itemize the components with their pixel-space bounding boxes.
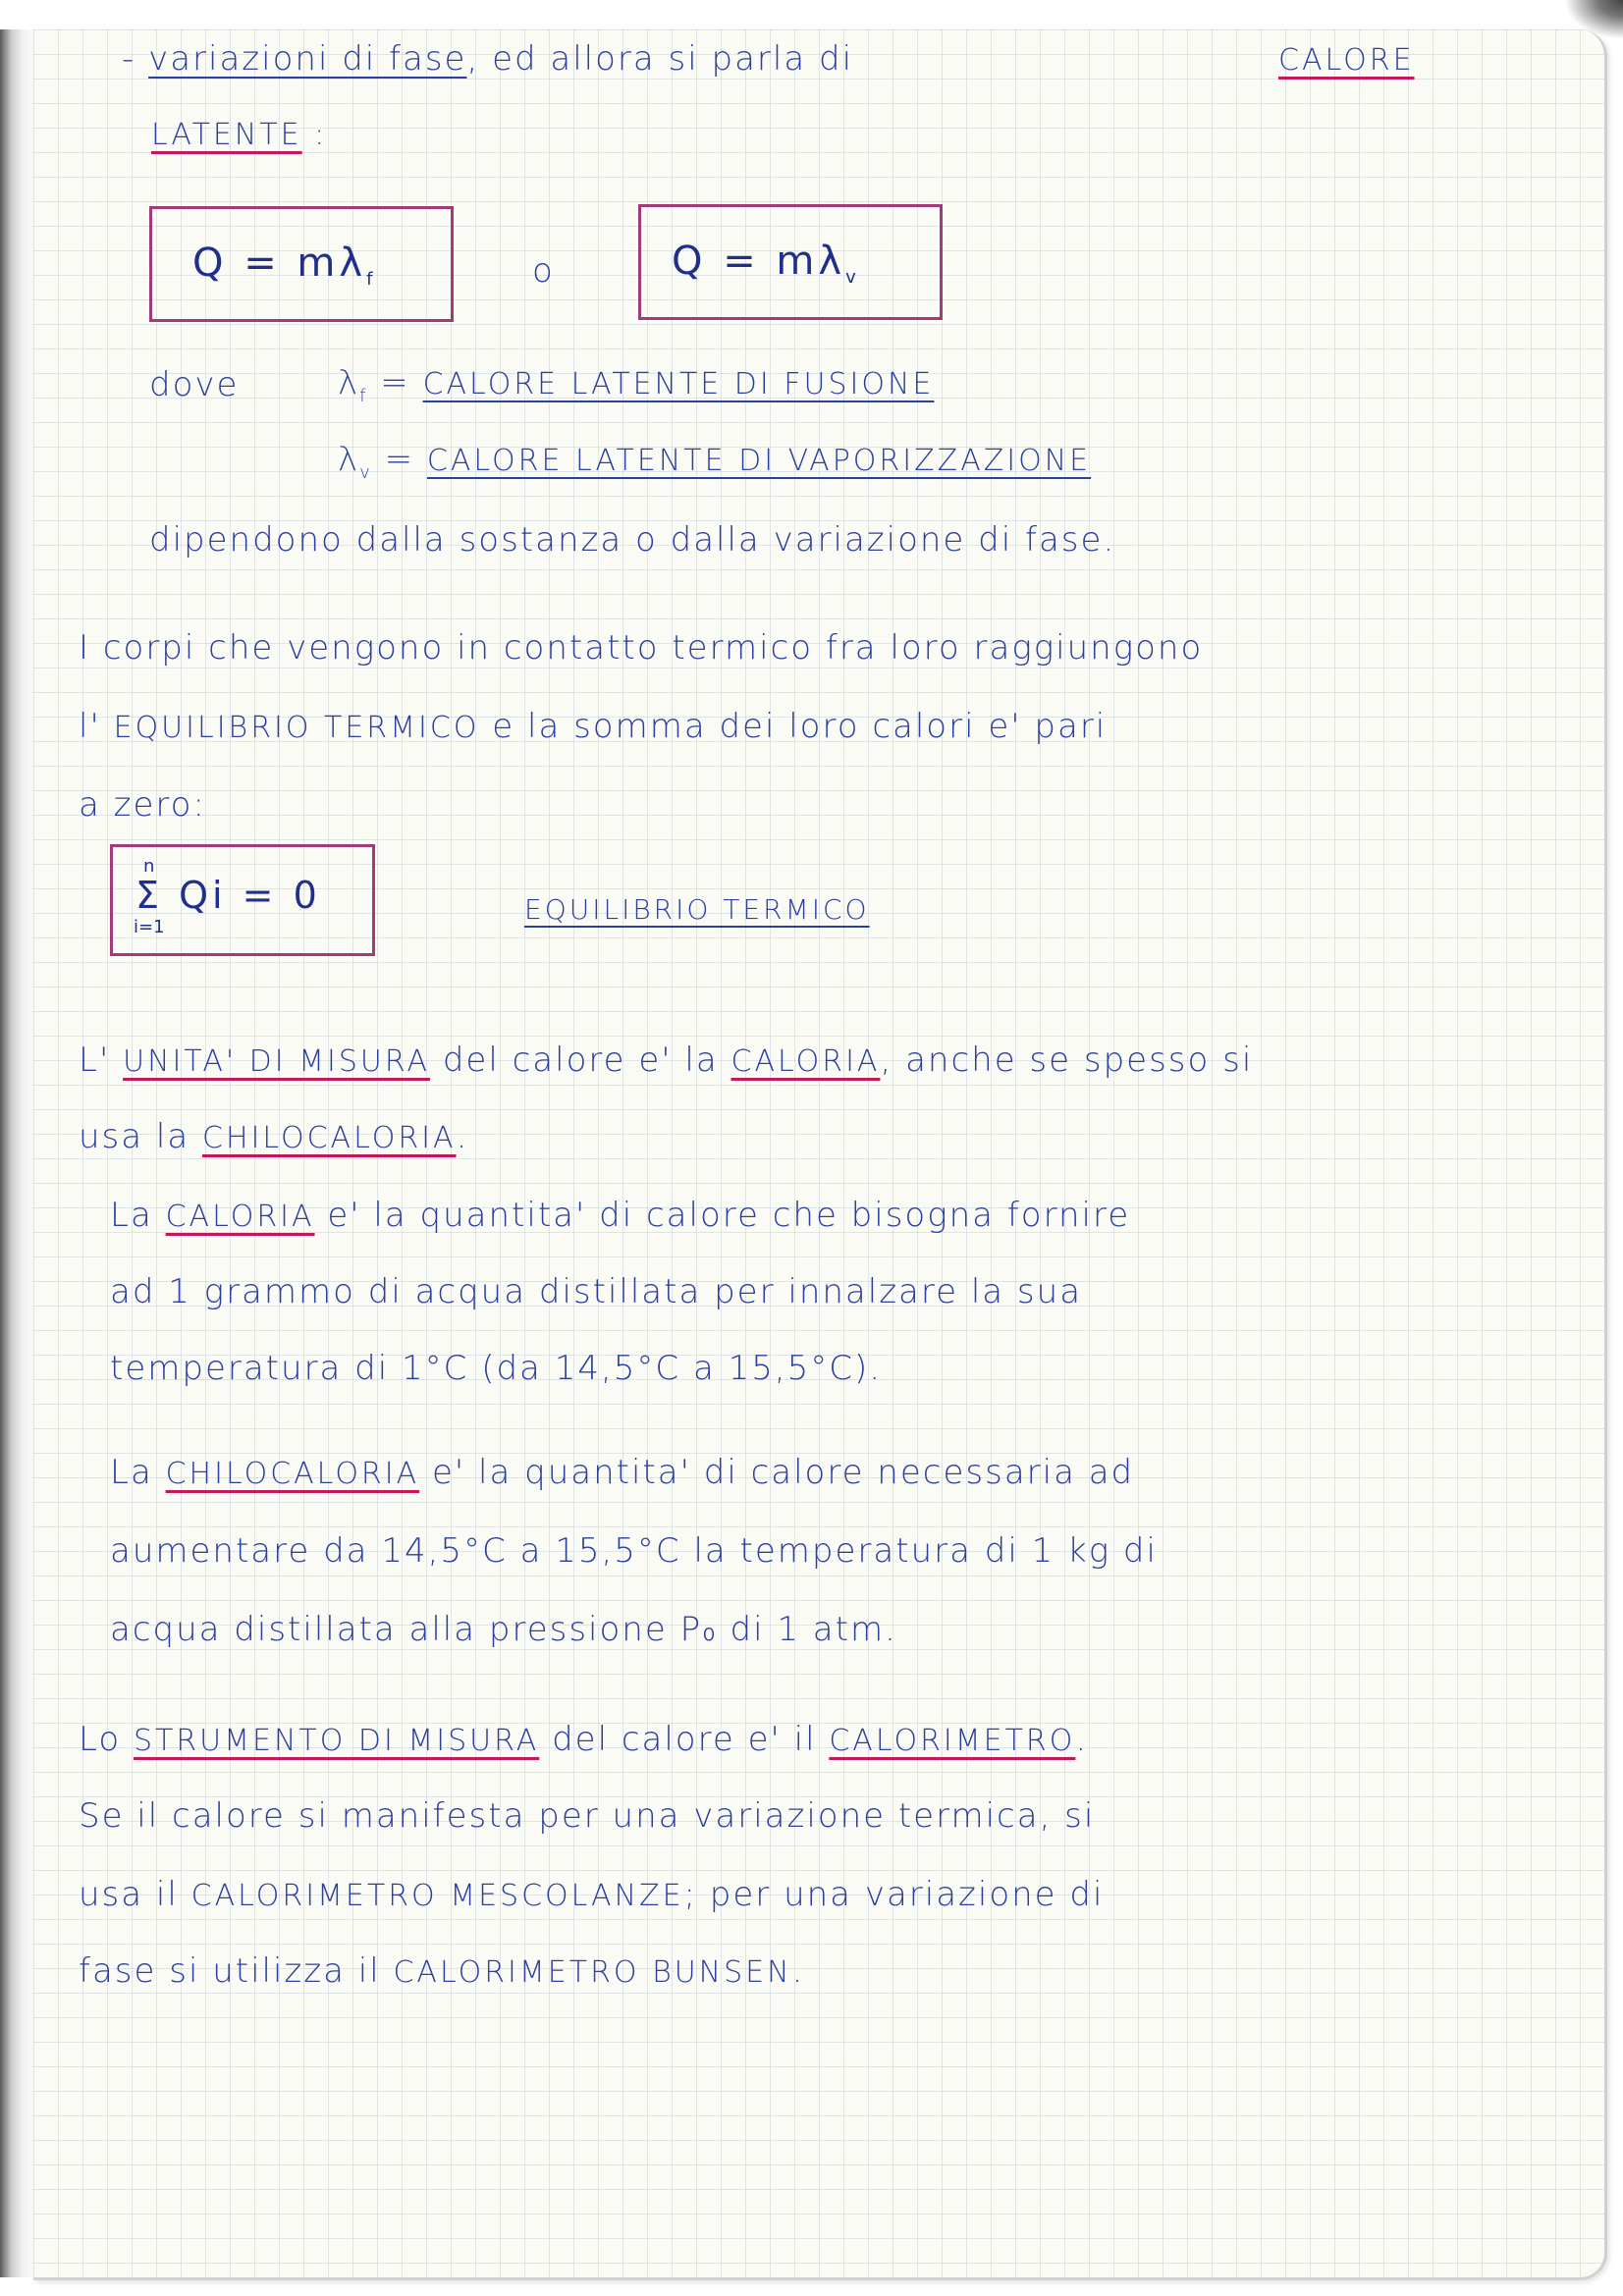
unita-di-misura-term: UNITA' DI MISURA (123, 1044, 431, 1079)
line-strum-4 (79, 1951, 804, 1992)
chilo-1-rest: e' la quantita' di calore necessaria ad (431, 1453, 1135, 1492)
calorimetro-mescolanze-term: CALORIMETRO MESCOLANZE (190, 1879, 684, 1913)
line-corpi-3: a zero: (79, 785, 206, 825)
formula-fusion-sub: f (366, 269, 377, 290)
sum-label: EQUILIBRIO TERMICO (524, 893, 870, 926)
line-chilo-3: acqua distillata alla pressione P₀ di 1 atm. (110, 1610, 897, 1649)
strumento-di-misura-term: STRUMENTO DI MISURA (133, 1724, 540, 1758)
formula-vapor-main: Q = mλ (672, 239, 846, 284)
formula-or: o (532, 251, 555, 291)
formula-vapor-sub: v (845, 267, 860, 288)
calorimetro-term: CALORIMETRO (829, 1724, 1076, 1758)
chilocaloria-term: CHILOCALORIA (202, 1121, 457, 1155)
def-vapor-text: CALORE LATENTE DI VAPORIZZAZIONE (426, 444, 1092, 478)
calorimetro-bunsen-term: CALORIMETRO BUNSEN (393, 1955, 792, 1990)
def-vapor (338, 440, 1091, 483)
line-corpi-1: I corpi che vengono in contatto termico fra loro raggiungono (79, 628, 1204, 667)
unita-middle: del calore e' la (442, 1041, 719, 1080)
chilocaloria-def-term: CHILOCALORIA (165, 1457, 420, 1491)
def-fusion-sub: f (359, 385, 368, 406)
line-chilo-2: aumentare da 14,5°C a 15,5°C la temperatura di 1 kg di (110, 1531, 1158, 1571)
formula-fusion (192, 240, 376, 290)
latente-term: LATENTE (151, 118, 302, 152)
line1-middle-text: , ed allora si parla di (466, 39, 854, 79)
def-vapor-sub: v (359, 461, 372, 483)
sum-sigma: Σ (135, 874, 164, 917)
strum-1-suffix: . (1075, 1720, 1089, 1759)
calore-term: CALORE (1278, 43, 1415, 78)
strum-4-suffix: . (791, 1951, 805, 1991)
line-strum-1 (79, 1720, 1088, 1760)
caloria-term: CALORIA (730, 1044, 881, 1079)
sum-upper: n (143, 856, 155, 877)
formula-fusion-main: Q = mλ (192, 240, 367, 286)
line-caloria-2: ad 1 grammo di acqua distillata per innalzare la sua (110, 1272, 1083, 1311)
line-caloria-1 (110, 1196, 1130, 1236)
dove-label: dove (149, 365, 240, 404)
def-fusion (338, 363, 934, 406)
line-caloria-3: temperatura di 1°C (da 14,5°C a 15,5°C). (110, 1349, 883, 1388)
def-vapor-symbol: λ (338, 440, 360, 479)
unita-prefix: L' (79, 1041, 111, 1080)
def-fusion-text: CALORE LATENTE DI FUSIONE (422, 367, 935, 401)
strum-3-rest: ; per una variazione di (683, 1875, 1105, 1914)
strum-3-prefix: usa il (79, 1875, 179, 1914)
formula-vapor (672, 239, 860, 288)
variazioni-di-fase-text: variazioni di fase (148, 39, 467, 79)
sum-expr: Qi = 0 (179, 874, 321, 917)
def-fusion-eq: = (367, 363, 423, 402)
corpi-2-prefix: l' (79, 707, 101, 746)
line-strum-3 (79, 1875, 1104, 1915)
strum-1-prefix: Lo (79, 1720, 122, 1759)
def-fusion-symbol: λ (338, 363, 360, 402)
notebook-spine (0, 29, 33, 2277)
unita-2-prefix: usa la (79, 1117, 190, 1156)
notebook-page (33, 29, 1607, 2280)
line-variazioni-fase (122, 39, 853, 80)
line-unita-2 (79, 1117, 468, 1157)
latente-colon: : (301, 118, 328, 152)
caloria-1-prefix: La (110, 1196, 153, 1235)
line-dipendono: dipendono dalla sostanza o dalla variazione di fase. (149, 520, 1116, 560)
line-chilo-1 (110, 1453, 1134, 1493)
dash: - (122, 39, 149, 79)
line-corpi-2 (79, 707, 1107, 747)
equilibrio-termico-term: EQUILIBRIO TERMICO (113, 711, 480, 745)
strum-1-middle: del calore e' il (552, 1720, 817, 1759)
line-strum-2: Se il calore si manifesta per una variazione termica, si (79, 1796, 1096, 1836)
chilo-1-prefix: La (110, 1453, 153, 1492)
caloria-1-rest: e' la quantita' di calore che bisogna fornire (327, 1196, 1131, 1235)
sum-formula (134, 856, 321, 937)
sum-sigma-wrap (134, 856, 179, 937)
corpi-2-rest: e la somma dei loro calori e' pari (492, 707, 1108, 746)
caloria-def-term: CALORIA (165, 1200, 315, 1234)
line-unita-1 (79, 1041, 1253, 1081)
sum-lower: i=1 (134, 917, 165, 937)
unita-2-suffix: . (456, 1117, 469, 1156)
line-latente (151, 118, 327, 153)
strum-4-prefix: fase si utilizza il (79, 1951, 381, 1991)
unita-rest: , anche se spesso si (880, 1041, 1254, 1080)
def-vapor-eq: = (371, 440, 427, 479)
